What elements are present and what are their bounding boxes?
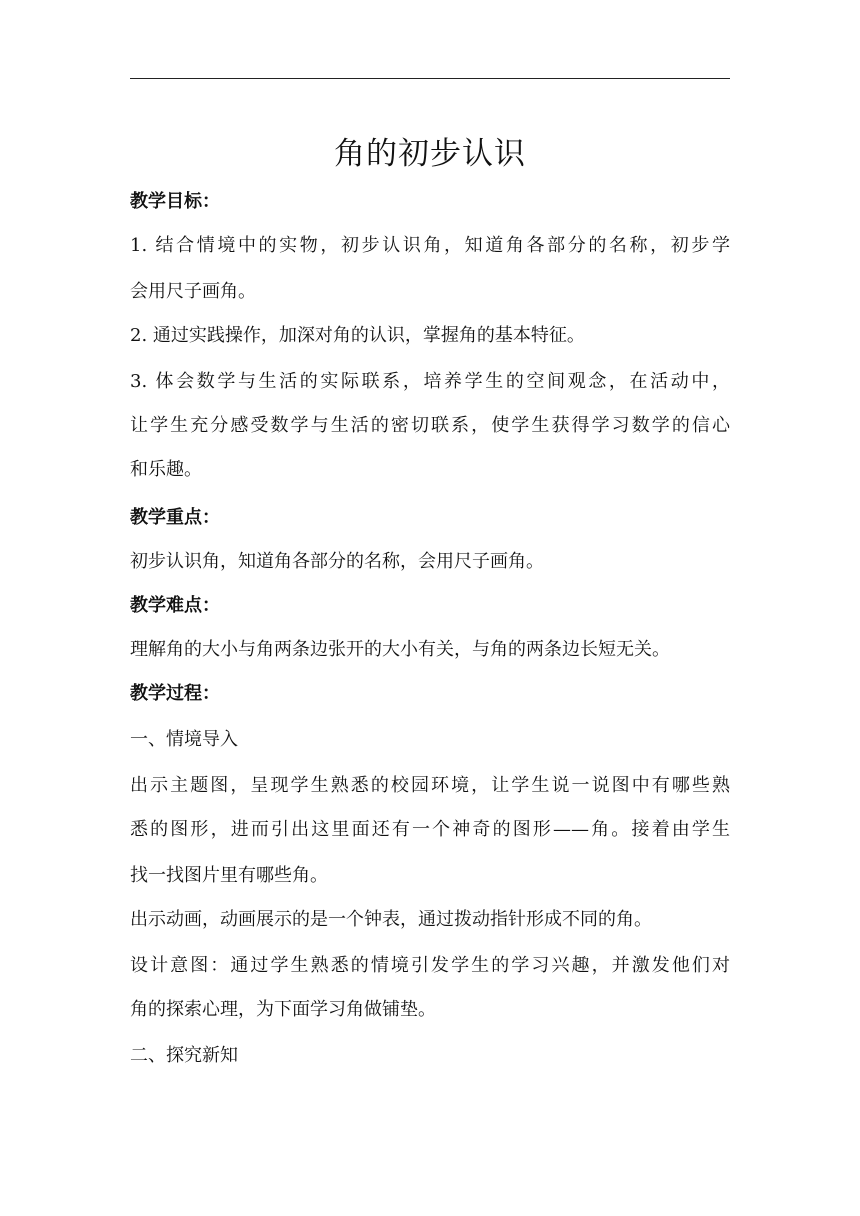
objective-1-line-1: 1. 结合情境中的实物，初步认识角，知道角各部分的名称，初步学: [130, 235, 730, 256]
process-para-3-line-1: 设计意图：通过学生熟悉的情境引发学生的学习兴趣，并激发他们对: [130, 955, 730, 976]
section-1-title: 一、情境导入: [130, 729, 238, 750]
process-para-2: 出示动画，动画展示的是一个钟表，通过拨动指针形成不同的角。: [130, 909, 652, 930]
key-points-heading: 教学重点：: [130, 507, 220, 528]
header-rule: [130, 78, 730, 79]
process-para-3-line-2: 角的探索心理，为下面学习角做铺垫。: [130, 999, 436, 1020]
process-para-1-line-1: 出示主题图，呈现学生熟悉的校园环境，让学生说一说图中有哪些熟: [130, 775, 730, 796]
objectives-heading: 教学目标：: [130, 191, 220, 212]
objective-2: 2. 通过实践操作，加深对角的认识，掌握角的基本特征。: [130, 325, 585, 346]
key-points-text: 初步认识角，知道角各部分的名称，会用尺子画角。: [130, 551, 544, 572]
objective-3-line-1: 3. 体会数学与生活的实际联系，培养学生的空间观念，在活动中，: [130, 371, 730, 392]
process-para-1-line-2: 悉的图形，进而引出这里面还有一个神奇的图形——角。接着由学生: [130, 819, 730, 840]
objective-3-line-2: 让学生充分感受数学与生活的密切联系，使学生获得学习数学的信心: [130, 415, 730, 436]
difficulties-heading: 教学难点：: [130, 595, 220, 616]
section-2-title: 二、探究新知: [130, 1045, 238, 1066]
objective-1-line-2: 会用尺子画角。: [130, 281, 256, 302]
process-para-1-line-3: 找一找图片里有哪些角。: [130, 865, 328, 886]
process-heading: 教学过程：: [130, 683, 220, 704]
objective-3-line-3: 和乐趣。: [130, 459, 202, 480]
document-title: 角的初步认识: [334, 136, 526, 172]
difficulties-text: 理解角的大小与角两条边张开的大小有关，与角的两条边长短无关。: [130, 639, 670, 660]
